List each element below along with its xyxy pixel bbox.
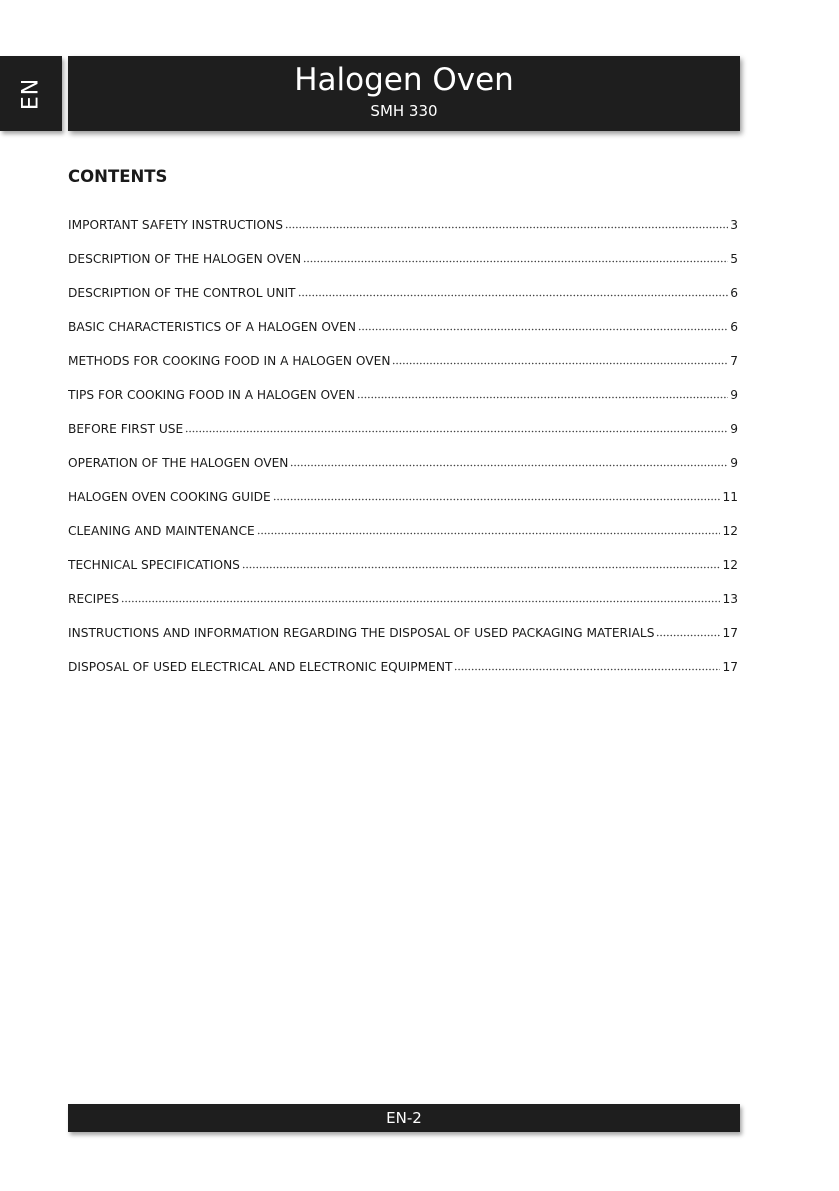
contents-heading: CONTENTS	[68, 167, 168, 186]
toc-entry[interactable]	[68, 524, 738, 558]
toc-entry-title: RECIPES	[68, 592, 120, 606]
toc-dot-leader	[298, 287, 729, 297]
language-label: EN	[18, 77, 44, 111]
toc-entry[interactable]	[68, 660, 738, 694]
toc-dot-leader	[121, 593, 720, 603]
toc-dot-leader	[290, 457, 728, 467]
toc-entry[interactable]	[68, 252, 738, 286]
toc-entry-title: DESCRIPTION OF THE CONTROL UNIT	[68, 286, 296, 300]
toc-dot-leader	[303, 253, 728, 263]
toc-entry-page: 6	[730, 320, 738, 334]
toc-entry-page: 9	[730, 456, 738, 470]
toc-entry-page: 17	[722, 626, 738, 640]
toc-entry[interactable]	[68, 354, 738, 388]
toc-entry-title: HALOGEN OVEN COOKING GUIDE	[68, 490, 271, 504]
toc-entry-title: INSTRUCTIONS AND INFORMATION REGARDING THE DISPOSAL OF USED PACKAGING MATERIALS	[68, 626, 655, 640]
toc-entry[interactable]	[68, 320, 738, 354]
toc-dot-leader	[185, 423, 728, 433]
toc-entry-title: OPERATION OF THE HALOGEN OVEN	[68, 456, 289, 470]
language-tab	[0, 56, 62, 131]
toc-dot-leader	[454, 661, 720, 671]
toc-entry[interactable]	[68, 558, 738, 592]
toc-entry[interactable]	[68, 592, 738, 626]
toc-dot-leader	[392, 355, 728, 365]
toc-entry-title: BEFORE FIRST USE	[68, 422, 184, 436]
toc-dot-leader	[357, 389, 728, 399]
toc-entry[interactable]	[68, 456, 738, 490]
toc-entry-title: CLEANING AND MAINTENANCE	[68, 524, 255, 538]
toc-entry[interactable]	[68, 626, 738, 660]
toc-entry-page: 17	[722, 660, 738, 674]
toc-dot-leader	[273, 491, 721, 501]
toc-entry-title: BASIC CHARACTERISTICS OF A HALOGEN OVEN	[68, 320, 356, 334]
toc-entry-page: 9	[730, 388, 738, 402]
toc-entry-page: 3	[730, 218, 738, 232]
header-bar	[68, 56, 740, 131]
toc-entry-title: TIPS FOR COOKING FOOD IN A HALOGEN OVEN	[68, 388, 356, 402]
model-number: SMH 330	[370, 102, 438, 120]
toc-entry-page: 5	[730, 252, 738, 266]
toc-dot-leader	[358, 321, 728, 331]
toc-entry-page: 9	[730, 422, 738, 436]
footer-bar	[68, 1104, 740, 1132]
toc-dot-leader	[656, 627, 720, 637]
toc-entry-page: 6	[730, 286, 738, 300]
toc-entry-title: DISPOSAL OF USED ELECTRICAL AND ELECTRONIC EQUIPMENT	[68, 660, 453, 674]
toc-entry-title: TECHNICAL SPECIFICATIONS	[68, 558, 240, 572]
toc-entry-page: 12	[722, 558, 738, 572]
document-title: Halogen Oven	[294, 62, 514, 98]
toc-entry-title: METHODS FOR COOKING FOOD IN A HALOGEN OVEN	[68, 354, 391, 368]
toc-entry[interactable]	[68, 286, 738, 320]
toc-entry[interactable]	[68, 388, 738, 422]
page-number: EN-2	[386, 1109, 422, 1127]
toc-entry[interactable]	[68, 218, 738, 252]
toc-entry-page: 12	[722, 524, 738, 538]
toc-entry[interactable]	[68, 422, 738, 456]
toc-entry-page: 11	[722, 490, 738, 504]
toc-entry-page: 7	[730, 354, 738, 368]
toc-dot-leader	[257, 525, 721, 535]
toc-entry[interactable]	[68, 490, 738, 524]
toc-entry-page: 13	[722, 592, 738, 606]
toc-entry-title: DESCRIPTION OF THE HALOGEN OVEN	[68, 252, 302, 266]
toc-dot-leader	[285, 219, 728, 229]
table-of-contents	[68, 218, 738, 694]
toc-entry-title: IMPORTANT SAFETY INSTRUCTIONS	[68, 218, 283, 232]
toc-dot-leader	[242, 559, 721, 569]
